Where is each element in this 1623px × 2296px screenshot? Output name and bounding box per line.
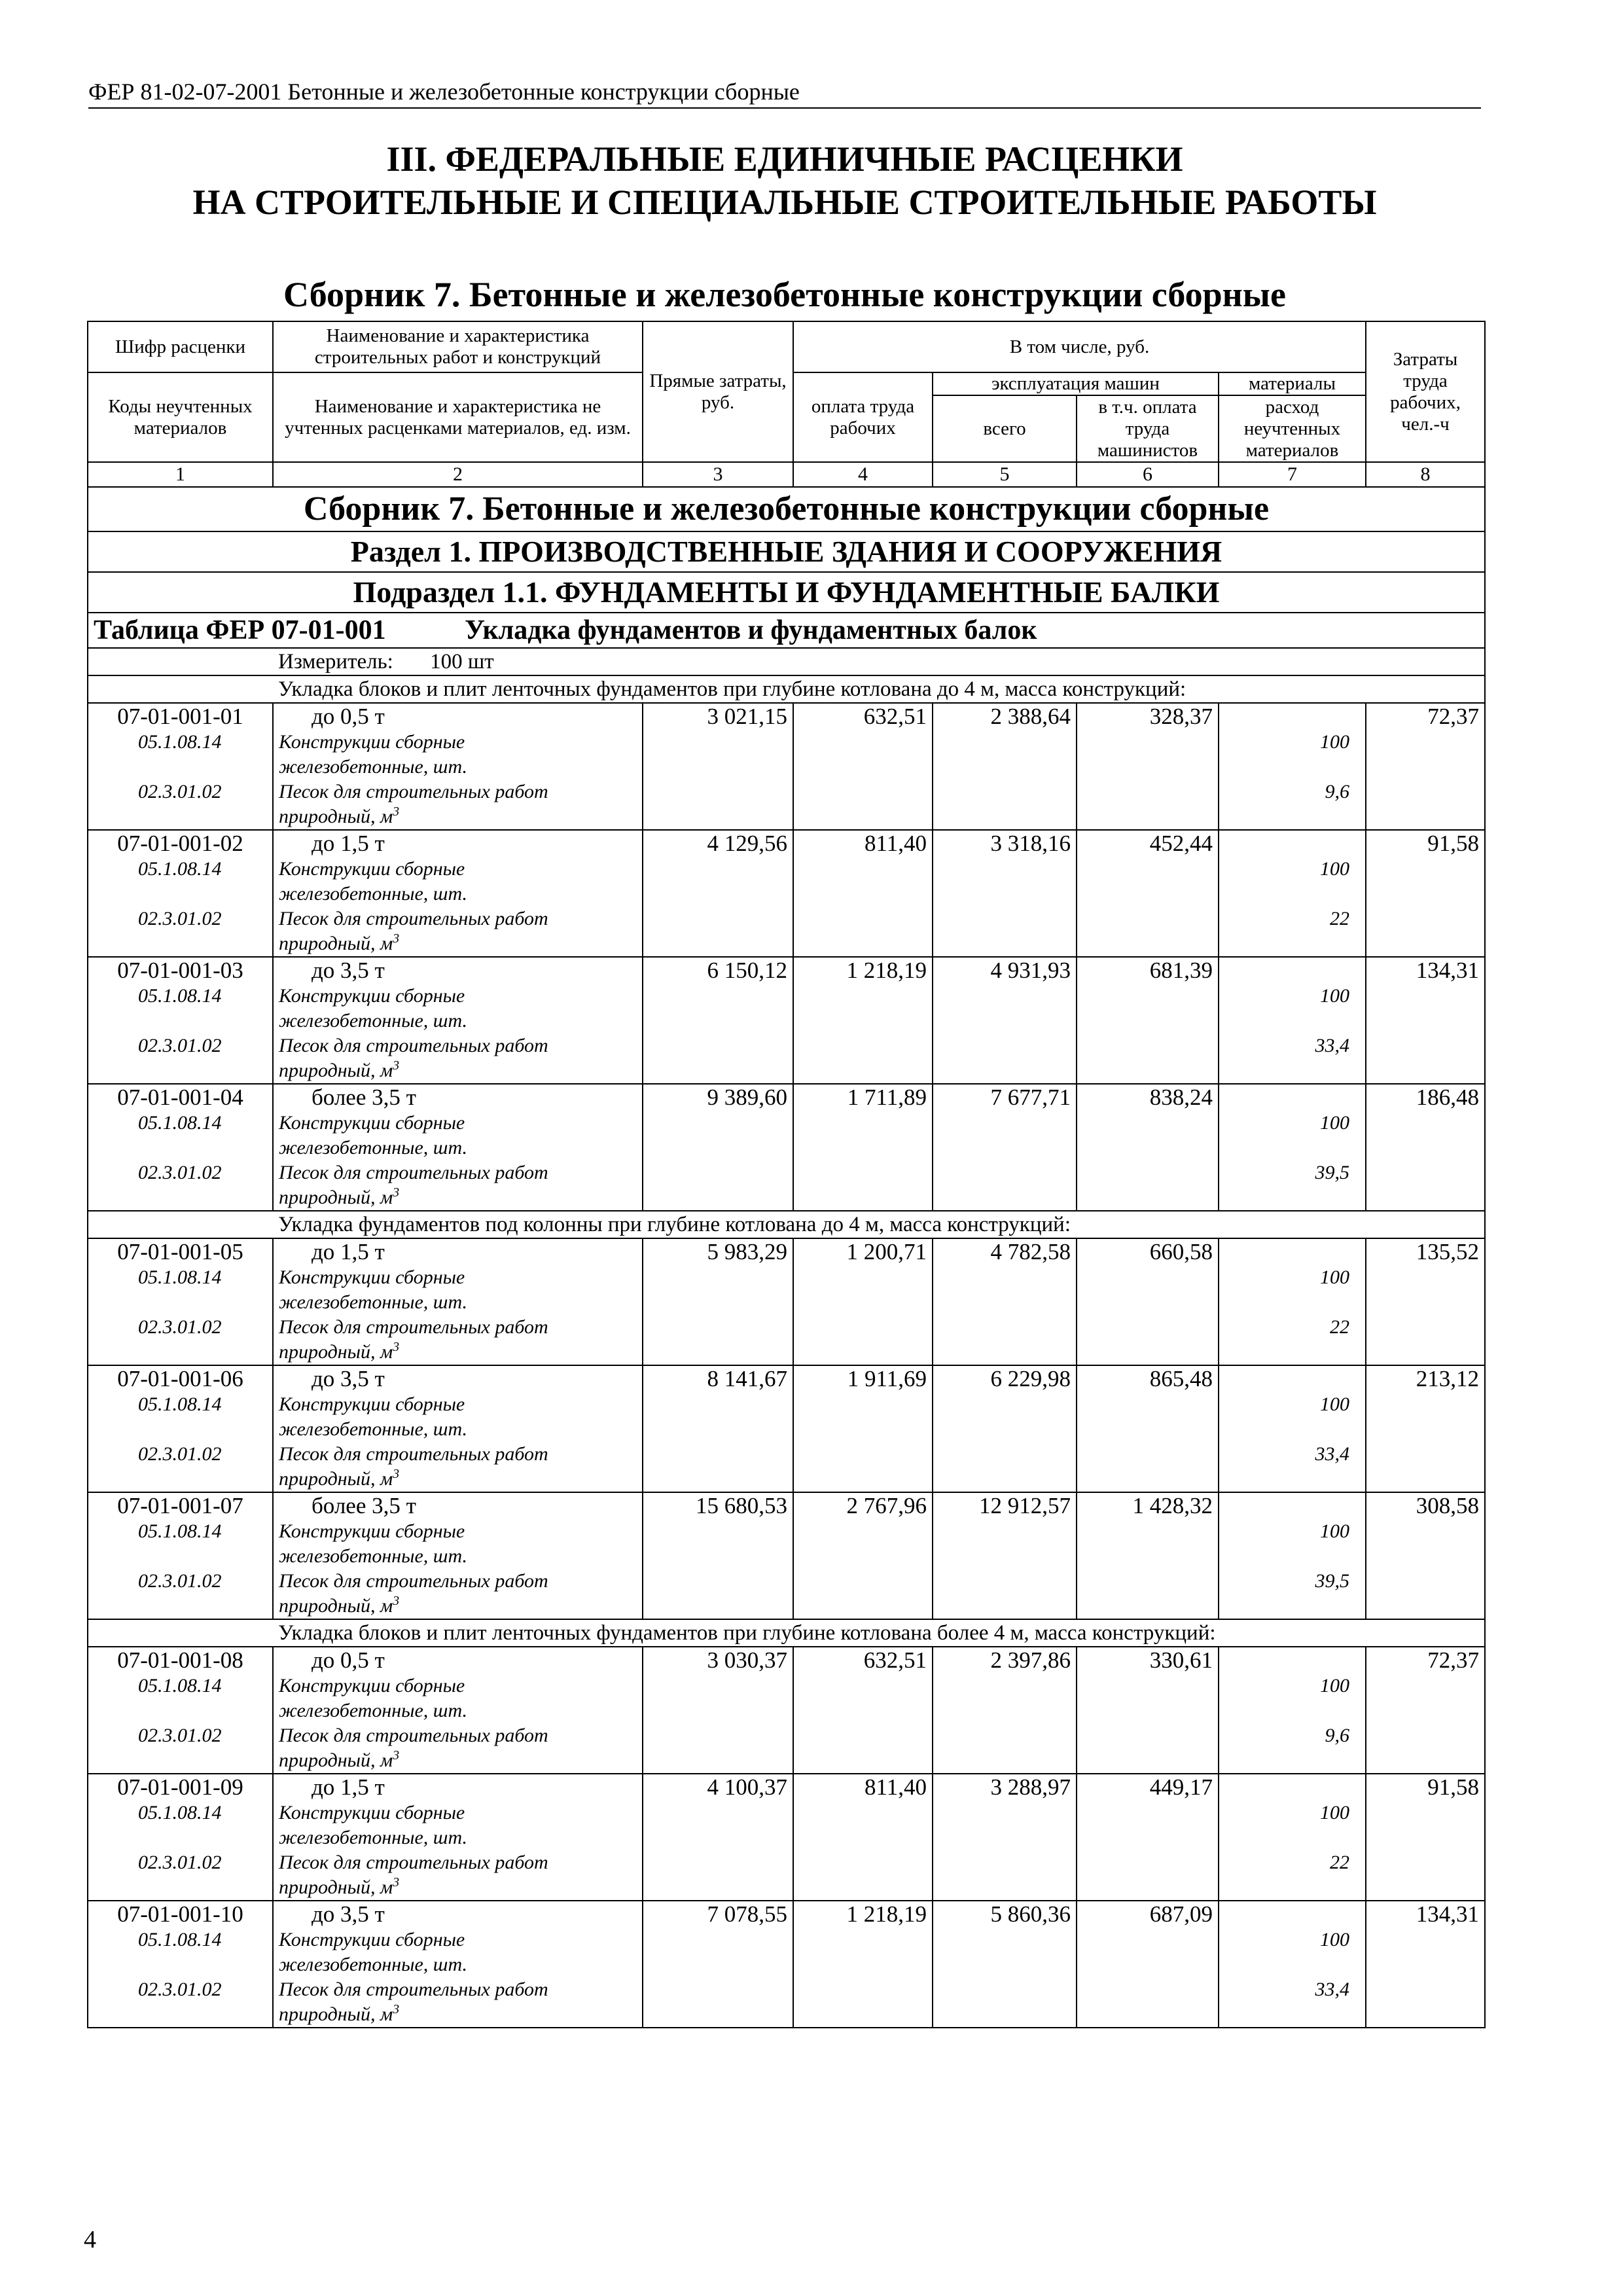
material-qty: 100 [1320,858,1349,880]
rate-code: 07-01-001-03 [117,958,243,983]
labor-hours: 91,58 [1366,1774,1485,1901]
material-unit: природный, м [279,2003,393,2025]
material-name: Конструкции сборные [279,1929,465,1950]
rate-range: до 3,5 т [312,958,385,983]
material-unit-power: 3 [393,1185,400,1200]
material-consumption-cell [1219,703,1366,830]
labor-hours: 72,37 [1366,1647,1485,1774]
material-consumption-cell [1219,1238,1366,1365]
rate-code: 07-01-001-02 [117,831,243,856]
group-heading: Укладка блоков и плит ленточных фундаментов при глубине котлована до 4 м, масса конструкций: [88,675,1485,703]
material-name: Песок для строительных работ [279,1035,548,1056]
subsection-heading: Подраздел 1.1. ФУНДАМЕНТЫ И ФУНДАМЕНТНЫЕ БАЛКИ [88,572,1485,613]
material-qty: 22 [1330,908,1349,929]
material-qty: 100 [1320,1675,1349,1696]
material-name: Песок для строительных работ [279,1570,548,1592]
machines-total: 4 931,93 [933,957,1077,1084]
machines-total: 3 288,97 [933,1774,1077,1901]
rate-range: до 3,5 т [312,1366,385,1391]
material-code: 02.3.01.02 [138,1979,222,2000]
material-code: 02.3.01.02 [138,1035,222,1056]
material-name: Песок для строительных работ [279,1443,548,1465]
header-labor-pay: оплата труда рабочих [793,372,933,462]
material-name [279,1185,637,1210]
direct-costs: 3 030,37 [643,1647,793,1774]
table-title-row [88,613,1485,648]
material-unit: природный, м [279,933,393,954]
material-name [279,1467,637,1492]
material-name: железобетонные, шт. [279,1700,467,1721]
material-qty: 100 [1320,1393,1349,1415]
material-name: железобетонные, шт. [279,1010,467,1031]
machines-total: 2 388,64 [933,703,1077,830]
rate-range: до 0,5 т [312,1647,385,1673]
material-qty: 33,4 [1315,1035,1349,1056]
header-material-names: Наименование и характеристика не учтенных расценками материалов, ед. изм. [273,372,643,462]
material-unit-power: 3 [393,931,400,946]
rate-code-cell [88,1901,273,2028]
header-operator-pay: в т.ч. оплата труда машинистов [1077,395,1219,462]
operator-pay: 681,39 [1077,957,1219,1084]
part-title-line-1: III. ФЕДЕРАЛЬНЫЕ ЕДИНИЧНЫЕ РАСЦЕНКИ [386,139,1183,179]
rate-description-cell [273,830,643,957]
table-row [88,1901,1485,2028]
material-name [279,1340,637,1365]
material-code: 02.3.01.02 [138,1443,222,1465]
material-qty: 100 [1320,985,1349,1007]
labor-pay: 1 218,19 [793,957,933,1084]
machines-total: 5 860,36 [933,1901,1077,2028]
header-material-consumption: расход неучтенных материалов [1219,395,1366,462]
column-number: 2 [273,462,643,487]
rate-description-cell [273,1084,643,1211]
material-qty: 39,5 [1315,1570,1349,1592]
rate-code: 07-01-001-04 [117,1085,243,1110]
rate-range: более 3,5 т [312,1085,416,1110]
material-unit: природный, м [279,1468,393,1490]
labor-pay: 811,40 [793,830,933,957]
material-consumption-cell [1219,830,1366,957]
measure-value: 100 шт [430,650,494,673]
material-unit-power: 3 [393,1058,400,1073]
material-code: 05.1.08.14 [138,1802,222,1823]
labor-pay: 632,51 [793,1647,933,1774]
operator-pay: 452,44 [1077,830,1219,957]
rate-range: до 1,5 т [312,1774,385,1800]
material-qty: 100 [1320,1112,1349,1134]
rate-description-cell [273,1492,643,1619]
rate-description-cell [273,1901,643,2028]
material-code: 05.1.08.14 [138,1520,222,1542]
material-consumption-cell [1219,1084,1366,1211]
table-row [88,1774,1485,1901]
material-code: 05.1.08.14 [138,1929,222,1950]
material-qty: 33,4 [1315,1443,1349,1465]
material-consumption-cell [1219,1774,1366,1901]
material-name: Песок для строительных работ [279,908,548,929]
material-qty: 39,5 [1315,1162,1349,1183]
table-row [88,830,1485,957]
machines-total: 12 912,57 [933,1492,1077,1619]
material-name: железобетонные, шт. [279,1291,467,1313]
material-consumption-cell [1219,1647,1366,1774]
header-material-codes: Коды неучтенных материалов [88,372,273,462]
collection-heading: Сборник 7. Бетонные и железобетонные конструкции сборные [88,487,1485,531]
material-unit-power: 3 [393,1748,400,1763]
material-code: 02.3.01.02 [138,908,222,929]
material-name: Конструкции сборные [279,731,465,753]
rate-code: 07-01-001-06 [117,1366,243,1391]
group-row [88,1211,1485,1238]
rate-code-cell [88,703,273,830]
header-machines: эксплуатация машин [933,372,1219,395]
direct-costs: 8 141,67 [643,1365,793,1492]
material-code: 02.3.01.02 [138,1316,222,1338]
material-qty: 100 [1320,731,1349,753]
material-code: 05.1.08.14 [138,731,222,753]
material-unit: природный, м [279,1749,393,1771]
material-code: 05.1.08.14 [138,858,222,880]
table-row [88,1365,1485,1492]
labor-hours: 135,52 [1366,1238,1485,1365]
material-name: Конструкции сборные [279,985,465,1007]
rate-code-cell [88,1365,273,1492]
material-code: 05.1.08.14 [138,1675,222,1696]
labor-pay: 1 218,19 [793,1901,933,2028]
rate-code-cell [88,830,273,957]
material-name: Конструкции сборные [279,1266,465,1288]
labor-pay: 811,40 [793,1774,933,1901]
material-name: Конструкции сборные [279,1675,465,1696]
material-name [279,1058,637,1083]
material-qty: 100 [1320,1802,1349,1823]
material-name [279,1748,637,1773]
part-title-line-2: НА СТРОИТЕЛЬНЫЕ И СПЕЦИАЛЬНЫЕ СТРОИТЕЛЬНЫЕ РАБОТЫ [192,183,1377,222]
table-row [88,1084,1485,1211]
material-unit: природный, м [279,1341,393,1363]
column-number: 3 [643,462,793,487]
material-qty: 9,6 [1325,1725,1349,1746]
rate-range: до 0,5 т [312,704,385,729]
direct-costs: 6 150,12 [643,957,793,1084]
material-unit: природный, м [279,1876,393,1898]
material-consumption-cell [1219,957,1366,1084]
header-materials: материалы [1219,372,1366,395]
material-code: 02.3.01.02 [138,1725,222,1746]
operator-pay: 838,24 [1077,1084,1219,1211]
material-name: Песок для строительных работ [279,781,548,802]
material-unit: природный, м [279,1595,393,1617]
direct-costs: 4 129,56 [643,830,793,957]
material-qty: 22 [1330,1316,1349,1338]
material-unit-power: 3 [393,1467,400,1481]
table-row [88,1647,1485,1774]
labor-pay: 1 200,71 [793,1238,933,1365]
material-name [279,931,637,956]
column-number: 1 [88,462,273,487]
material-code: 05.1.08.14 [138,1393,222,1415]
rate-code-cell [88,1238,273,1365]
machines-total: 3 318,16 [933,830,1077,957]
table-name: Укладка фундаментов и фундаментных балок [465,615,1037,645]
column-number: 7 [1219,462,1366,487]
table-code: Таблица ФЕР 07-01-001 [94,615,386,645]
labor-pay: 1 711,89 [793,1084,933,1211]
rate-code-cell [88,1084,273,1211]
rate-description-cell [273,703,643,830]
material-unit-power: 3 [393,804,400,819]
direct-costs: 9 389,60 [643,1084,793,1211]
material-name: железобетонные, шт. [279,1954,467,1975]
rate-range: более 3,5 т [312,1493,416,1518]
material-name [279,1594,637,1619]
material-unit-power: 3 [393,1340,400,1354]
material-name: железобетонные, шт. [279,1827,467,1848]
labor-pay: 2 767,96 [793,1492,933,1619]
labor-pay: 632,51 [793,703,933,830]
material-unit: природный, м [279,1187,393,1208]
operator-pay: 687,09 [1077,1901,1219,2028]
operator-pay: 865,48 [1077,1365,1219,1492]
group-row [88,675,1485,703]
column-number: 6 [1077,462,1219,487]
material-name: Конструкции сборные [279,1393,465,1415]
rate-code: 07-01-001-07 [117,1493,243,1518]
rate-code: 07-01-001-10 [117,1901,243,1927]
rate-description-cell [273,1774,643,1901]
material-name [279,1875,637,1900]
material-qty: 33,4 [1315,1979,1349,2000]
material-code: 02.3.01.02 [138,1570,222,1592]
material-code: 05.1.08.14 [138,1266,222,1288]
rate-code-cell [88,957,273,1084]
operator-pay: 1 428,32 [1077,1492,1219,1619]
direct-costs: 7 078,55 [643,1901,793,2028]
material-code: 05.1.08.14 [138,985,222,1007]
table-row [88,703,1485,830]
header-including: В том числе, руб. [793,321,1366,372]
material-code: 02.3.01.02 [138,1162,222,1183]
operator-pay: 328,37 [1077,703,1219,830]
group-heading: Укладка блоков и плит ленточных фундаментов при глубине котлована более 4 м, масса конструкций: [88,1619,1485,1647]
machines-total: 2 397,86 [933,1647,1077,1774]
material-name: железобетонные, шт. [279,1137,467,1158]
material-unit: природный, м [279,806,393,827]
rate-range: до 1,5 т [312,831,385,856]
material-name: Конструкции сборные [279,1520,465,1542]
header-name: Наименование и характеристика строительных работ и конструкций [273,321,643,372]
operator-pay: 330,61 [1077,1647,1219,1774]
labor-hours: 134,31 [1366,957,1485,1084]
column-number: 8 [1366,462,1485,487]
rate-code: 07-01-001-08 [117,1647,243,1673]
material-name: железобетонные, шт. [279,1545,467,1567]
material-consumption-cell [1219,1901,1366,2028]
rates-table [87,321,1486,2028]
labor-hours: 186,48 [1366,1084,1485,1211]
rate-description-cell [273,1238,643,1365]
material-name: Песок для строительных работ [279,1979,548,2000]
material-name [279,2002,637,2027]
direct-costs: 5 983,29 [643,1238,793,1365]
table-row [88,1238,1485,1365]
rate-range: до 3,5 т [312,1901,385,1927]
material-unit-power: 3 [393,2002,400,2017]
material-code: 02.3.01.02 [138,781,222,802]
part-title [88,137,1481,224]
labor-hours: 72,37 [1366,703,1485,830]
rate-description-cell [273,1647,643,1774]
labor-hours: 134,31 [1366,1901,1485,2028]
direct-costs: 3 021,15 [643,703,793,830]
material-unit: природный, м [279,1060,393,1081]
material-unit-power: 3 [393,1875,400,1890]
material-qty: 100 [1320,1520,1349,1542]
book-title: Сборник 7. Бетонные и железобетонные конструкции сборные [283,275,1286,314]
page-number: 4 [84,2226,96,2253]
machines-total: 6 229,98 [933,1365,1077,1492]
material-name: Песок для строительных работ [279,1852,548,1873]
material-name: железобетонные, шт. [279,883,467,905]
header-code: Шифр расценки [88,321,273,372]
labor-pay: 1 911,69 [793,1365,933,1492]
rate-code-cell [88,1492,273,1619]
table-row [88,1492,1485,1619]
material-qty: 22 [1330,1852,1349,1873]
labor-hours: 91,58 [1366,830,1485,957]
rate-range: до 1,5 т [312,1239,385,1265]
material-name: Конструкции сборные [279,1802,465,1823]
section-heading: Раздел 1. ПРОИЗВОДСТВЕННЫЕ ЗДАНИЯ И СООРУЖЕНИЯ [88,531,1485,572]
material-name: Песок для строительных работ [279,1316,548,1338]
rate-code: 07-01-001-01 [117,704,243,729]
material-qty: 100 [1320,1929,1349,1950]
column-number: 4 [793,462,933,487]
measure-label: Измеритель: [278,650,393,673]
material-code: 05.1.08.14 [138,1112,222,1134]
material-name: Конструкции сборные [279,1112,465,1134]
material-name [279,804,637,829]
material-code: 02.3.01.02 [138,1852,222,1873]
material-name: железобетонные, шт. [279,1418,467,1440]
direct-costs: 15 680,53 [643,1492,793,1619]
operator-pay: 660,58 [1077,1238,1219,1365]
column-number: 5 [933,462,1077,487]
direct-costs: 4 100,37 [643,1774,793,1901]
header-direct-costs: Прямые затраты, руб. [643,321,793,462]
material-name: Песок для строительных работ [279,1725,548,1746]
machines-total: 4 782,58 [933,1238,1077,1365]
group-heading: Укладка фундаментов под колонны при глубине котлована до 4 м, масса конструкций: [88,1211,1485,1238]
rate-description-cell [273,957,643,1084]
header-labor-hours: Затраты труда рабочих, чел.-ч [1366,321,1485,462]
material-consumption-cell [1219,1492,1366,1619]
header-machines-total: всего [933,395,1077,462]
material-consumption-cell [1219,1365,1366,1492]
labor-hours: 308,58 [1366,1492,1485,1619]
operator-pay: 449,17 [1077,1774,1219,1901]
rate-code-cell [88,1774,273,1901]
material-unit-power: 3 [393,1594,400,1608]
material-name: Песок для строительных работ [279,1162,548,1183]
rate-code: 07-01-001-05 [117,1239,243,1265]
material-qty: 100 [1320,1266,1349,1288]
rate-description-cell [273,1365,643,1492]
rate-code-cell [88,1647,273,1774]
labor-hours: 213,12 [1366,1365,1485,1492]
table-row [88,957,1485,1084]
material-name: железобетонные, шт. [279,756,467,778]
machines-total: 7 677,71 [933,1084,1077,1211]
rate-code: 07-01-001-09 [117,1774,243,1800]
group-row [88,1619,1485,1647]
running-header: ФЕР 81-02-07-2001 Бетонные и железобетонные конструкции сборные [88,77,1481,109]
material-qty: 9,6 [1325,781,1349,802]
measure-row [88,648,1485,675]
material-name: Конструкции сборные [279,858,465,880]
